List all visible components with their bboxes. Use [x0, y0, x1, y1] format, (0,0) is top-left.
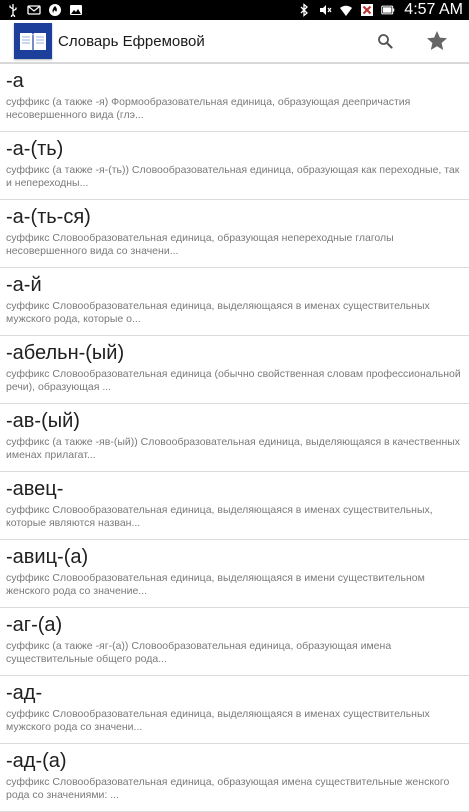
- list-item[interactable]: [0, 336, 469, 404]
- list-item[interactable]: [0, 200, 469, 268]
- list-item[interactable]: [0, 540, 469, 608]
- list-item[interactable]: [0, 132, 469, 200]
- search-icon: [377, 33, 393, 49]
- status-left-icons: [6, 3, 83, 17]
- entry-headword: -а-(ть): [6, 138, 64, 160]
- entry-description: суффикс (а также -яв-(ый)) Словообразовательная единица, выделяющаяся в качественных именах прилагат...: [6, 436, 461, 461]
- list-item[interactable]: [0, 404, 469, 472]
- entry-headword: -а-й: [6, 274, 42, 296]
- entry-headword: -ав-(ый): [6, 410, 80, 432]
- list-item[interactable]: [0, 64, 469, 132]
- entry-headword: -авец-: [6, 478, 64, 500]
- entry-headword: -а-(ть-ся): [6, 206, 91, 228]
- entry-description: суффикс (а также -я-(ть)) Словообразовательная единица, образующая как переходные, так и непереходны...: [6, 164, 460, 189]
- list-item[interactable]: [0, 744, 469, 812]
- dictionary-list: [0, 64, 469, 812]
- mute-icon: [318, 3, 332, 17]
- app-title: Словарь Ефремовой: [58, 32, 205, 50]
- entry-headword: -абельн-(ый): [6, 342, 125, 364]
- entry-headword: -а: [6, 70, 24, 92]
- bluetooth-icon: [297, 3, 311, 17]
- status-clock: 4:57 AM: [404, 1, 463, 18]
- entry-headword: -авиц-(а): [6, 546, 89, 568]
- entry-description: суффикс (а также -я) Формообразовательная единица, образующая деепричастия несовершенного вида (глэ...: [6, 96, 411, 121]
- entry-description: суффикс Словообразовательная единица, выделяющаяся в именах существительных, которые являются назван...: [6, 504, 433, 529]
- action-bar: [0, 20, 469, 64]
- book-icon[interactable]: [14, 23, 52, 59]
- entry-headword: -ад-: [6, 682, 43, 704]
- photo-icon: [69, 3, 83, 17]
- list-item[interactable]: [0, 676, 469, 744]
- status-bar: [0, 0, 469, 20]
- entry-description: суффикс Словообразовательная единица, выделяющаяся в именах существительных мужского рода со значени...: [6, 708, 430, 733]
- entry-headword: -ад-(а): [6, 750, 67, 772]
- list-item[interactable]: [0, 472, 469, 540]
- wifi-icon: [339, 3, 353, 17]
- star-icon: [425, 29, 449, 53]
- battery-icon: [381, 3, 395, 17]
- entry-description: суффикс Словообразовательная единица, образующая непереходные глаголы несовершенного вида со значени...: [6, 232, 394, 257]
- status-right-icons: [297, 1, 463, 19]
- entry-description: суффикс Словообразовательная единица (обычно свойственная словам профессиональной речи), образующая ...: [6, 368, 461, 393]
- usb-icon: [6, 3, 20, 17]
- list-item[interactable]: [0, 268, 469, 336]
- search-button[interactable]: [367, 23, 403, 59]
- favorites-button[interactable]: [419, 23, 455, 59]
- entry-description: суффикс Словообразовательная единица, выделяющаяся в имени существительном женского рода со значение...: [6, 572, 425, 597]
- list-item[interactable]: [0, 608, 469, 676]
- mail-icon: [27, 3, 41, 17]
- entry-description: суффикс (а также -яг-(а)) Словообразовательная единица, образующая имена существительные общего рода...: [6, 640, 392, 665]
- fire-icon: [48, 3, 62, 17]
- entry-headword: -аг-(а): [6, 614, 63, 636]
- entry-description: суффикс Словообразовательная единица, образующая имена существительные женского рода со значениями: ...: [6, 776, 450, 801]
- entry-description: суффикс Словообразовательная единица, выделяющаяся в именах существительных мужского рода, которые о...: [6, 300, 430, 325]
- no-signal-icon: [360, 3, 374, 17]
